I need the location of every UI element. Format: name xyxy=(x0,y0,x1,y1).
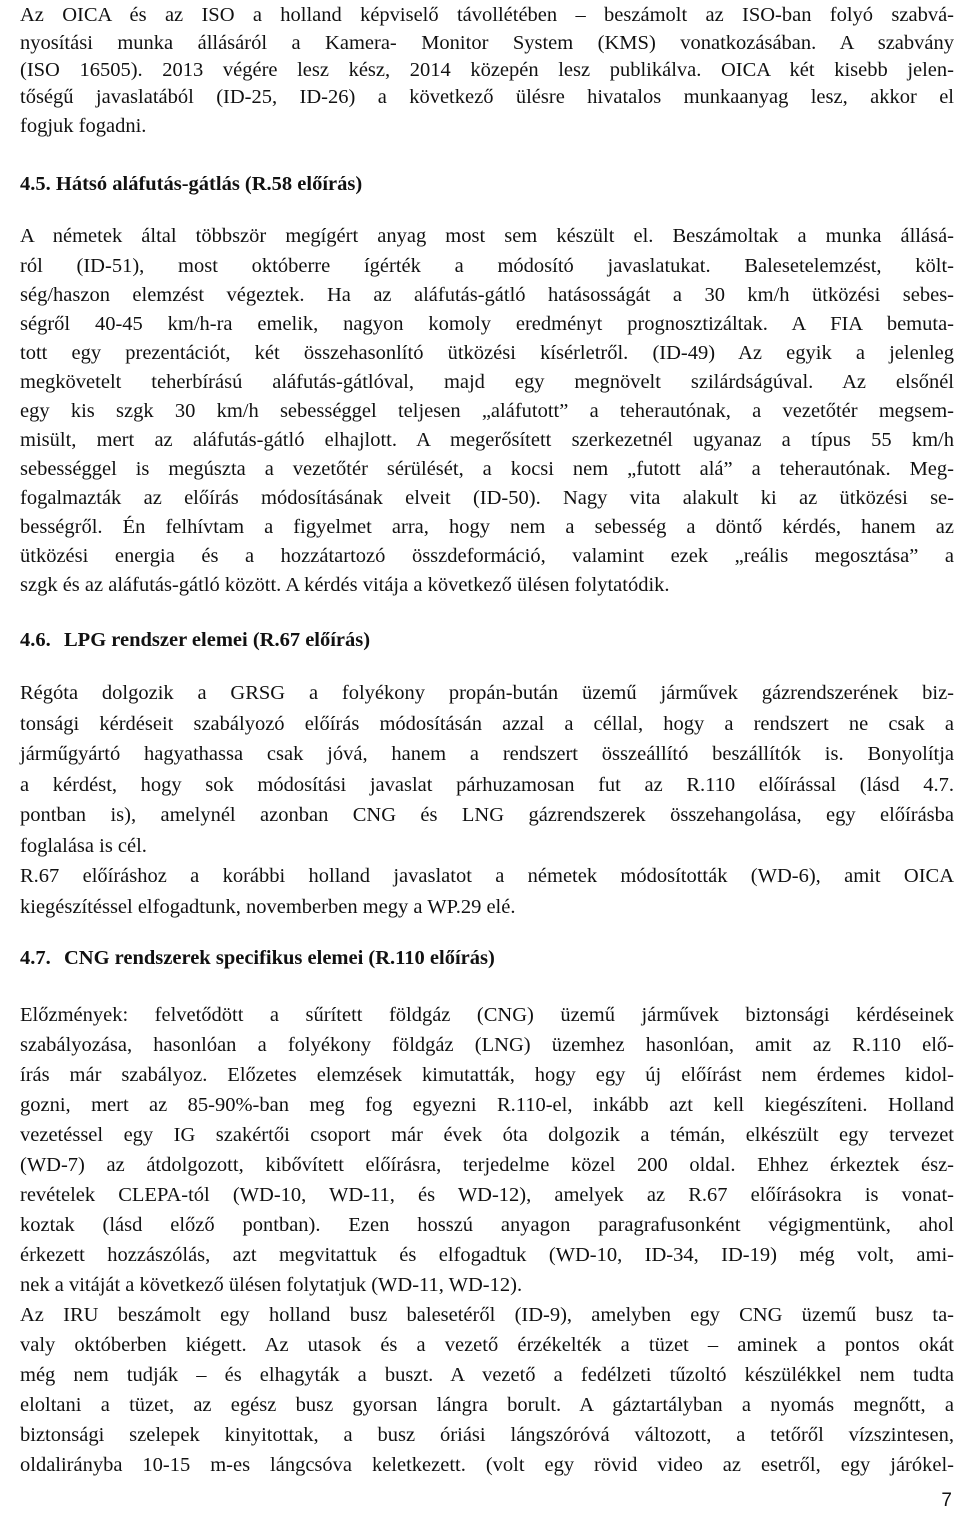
text-line: szgk és az aláfutás-gátló között. A kérdés vitája a következő ülésen folytatódik. xyxy=(20,574,670,596)
text-line: oldalirányba 10-15 m-es lángcsóva keletkezett. (volt egy rövid video az esetről, egy járókel- xyxy=(20,1454,954,1476)
text-line: Az OICA és az ISO a holland képviselő távollétében – beszámolt az ISO-ban folyó szabvá- xyxy=(20,4,954,26)
text-line: vezetéssel egy IG szakértői csoport már évek óta dolgozik a témán, elkészült egy tervezet xyxy=(20,1124,954,1146)
section-heading xyxy=(20,943,954,973)
section-title: CNG rendszerek specifikus elemei (R.110 előírás) xyxy=(64,947,495,969)
text-line: fogjuk fogadni. xyxy=(20,115,147,137)
text-line: misült, mert az aláfutás-gátló elhajlott. A megerősített szerkezetnél ugyanaz a típus 55 km/h xyxy=(20,429,954,451)
text-line: írás már szabályoz. Előzetes elemzések kimutatták, hogy egy új előírást nem érdemes kidol- xyxy=(20,1064,954,1086)
text-line: fogalmazták az előírás módosításának elveit (ID-50). Nagy vita alakult ki az ütközési se- xyxy=(20,487,954,509)
text-line: szabályozása, hasonlóan a folyékony földgáz (LNG) üzemhez hasonlóan, amit az R.110 elő- xyxy=(20,1034,954,1056)
text-line: biztonsági szelepek kinyitottak, a busz óriási lángszóróvá változott, a tetőről vízszintesen, xyxy=(20,1424,954,1446)
section-number: 4.6. xyxy=(20,629,51,651)
text-line: érkezett hozzászólás, azt megvitattuk és elfogadtuk (WD-10, ID-34, ID-19) még volt, ami- xyxy=(20,1244,954,1266)
text-line: tőségű javaslatából (ID-25, ID-26) a következő ülésre hivatalos munkaanyag lesz, akkor el xyxy=(20,86,954,108)
text-line: ségről 40-45 km/h-ra emelik, nagyon komoly eredményt prognosztizáltak. A FIA bemuta- xyxy=(20,313,954,335)
section-title: LPG rendszer elemei (R.67 előírás) xyxy=(64,629,371,651)
text-line: A németek által többször megígért anyag most sem készült el. Beszámoltak a munka állásá- xyxy=(20,225,954,247)
text-line: koztak (lásd előző pontban). Ezen hosszú anyagon paragrafusonként végigmentünk, ahol xyxy=(20,1214,954,1236)
section-heading: 4.5. Hátsó aláfutás-gátlás (R.58 előírás) xyxy=(20,173,363,195)
page-number: 7 xyxy=(941,1490,952,1511)
text-line: járműgyártó hagyathassa csak jóvá, hanem a rendszert összeállító beszállítók is. Bonyolítja xyxy=(20,743,954,765)
section-number: 4.7. xyxy=(20,947,51,969)
text-line: ról (ID-51), most októberre ígérték a módosító javaslatukat. Balesetelemzést, költ- xyxy=(20,255,954,277)
text-line: nyosítási munka állásáról a Kamera- Monitor System (KMS) vonatkozásában. A szabvány xyxy=(20,32,954,54)
text-line: tonsági kérdéseit szabályozó előírás módosításán azzal a céllal, hogy a rendszert ne csak a xyxy=(20,713,954,735)
text-line: (ISO 16505). 2013 végére lesz kész, 2014 közepén lesz publikálva. OICA két kisebb jelen- xyxy=(20,59,954,81)
text-line: egy kis szgk 30 km/h sebességgel teljesen „aláfutott” a teherautónak, a vezetőtér megsem- xyxy=(20,400,954,422)
text-line: ütközési energia és a hozzátartozó összdeformáció, valamint ezek „reális megosztása” a xyxy=(20,545,954,567)
text-line: megkövetelt teherbírású aláfutás-gátlóval, majd egy megnövelt szilárdságúval. Az elsőnél xyxy=(20,371,954,393)
text-line: foglalása is cél. xyxy=(20,835,147,857)
text-line: Előzmények: felvetődött a sűrített földgáz (CNG) üzemű járművek biztonsági kérdéseinek xyxy=(20,1004,954,1026)
text-line: revételek CLEPA-tól (WD-10, WD-11, és WD-12), amelyek az R.67 előírásokra is vonat- xyxy=(20,1184,954,1206)
text-line: sebességgel is megúszta a vezetőtér sérülését, a kocsi nem „futott alá” a teherautónak. Meg- xyxy=(20,458,954,480)
text-line: még nem tudják – és elhagyták a buszt. A vezető a fedélzeti tűzoltó készülékkel nem tudta xyxy=(20,1364,954,1386)
text-line: bességről. Én felhívtam a figyelmet arra, hogy nem a sebesség a döntő kérdés, hanem az xyxy=(20,516,954,538)
text-line: Régóta dolgozik a GRSG a folyékony propán-bután üzemű járművek gázrendszerének biz- xyxy=(20,682,954,704)
text-line: eloltani a tüzet, az egész busz gyorsan lángra borult. A gáztartályban a nyomás megnőtt, a xyxy=(20,1394,954,1416)
text-line: (WD-7) az átdolgozott, kibővített előírásra, terjedelme közel 200 oldal. Ehhez érkeztek ész- xyxy=(20,1154,954,1176)
text-line: valy októberben kiégett. Az utasok és a vezető érzékelték a tüzet – aminek a pontos okát xyxy=(20,1334,954,1356)
section-heading xyxy=(20,625,954,655)
text-line: kiegészítéssel elfogadtunk, novemberben megy a WP.29 elé. xyxy=(20,896,516,918)
text-line: gozni, mert az 85-90%-ban meg fog egyezni R.110-el, inkább azt kell kiegészíteni. Holland xyxy=(20,1094,954,1116)
text-line: ség/haszon elemzést végeztek. Ha az aláfutás-gátló hatásosságát a 30 km/h ütközési sebes- xyxy=(20,284,954,306)
text-line: R.67 előíráshoz a korábbi holland javaslatot a németek módosították (WD-6), amit OICA xyxy=(20,865,954,887)
text-line: pontban is), amelynél azonban CNG és LNG gázrendszerek összehangolása, egy előírásba xyxy=(20,804,954,826)
text-line: tott egy prezentációt, két összehasonlító ütközési kísérletről. (ID-49) Az egyik a jelenleg xyxy=(20,342,954,364)
text-line: Az IRU beszámolt egy holland busz balesetéről (ID-9), amelyben egy CNG üzemű busz ta- xyxy=(20,1304,954,1326)
text-line: a kérdést, hogy sok módosítási javaslat párhuzamosan fut az R.110 előírással (lásd 4.7. xyxy=(20,774,954,796)
text-line: nek a vitáját a következő ülésen folytatjuk (WD-11, WD-12). xyxy=(20,1274,523,1296)
